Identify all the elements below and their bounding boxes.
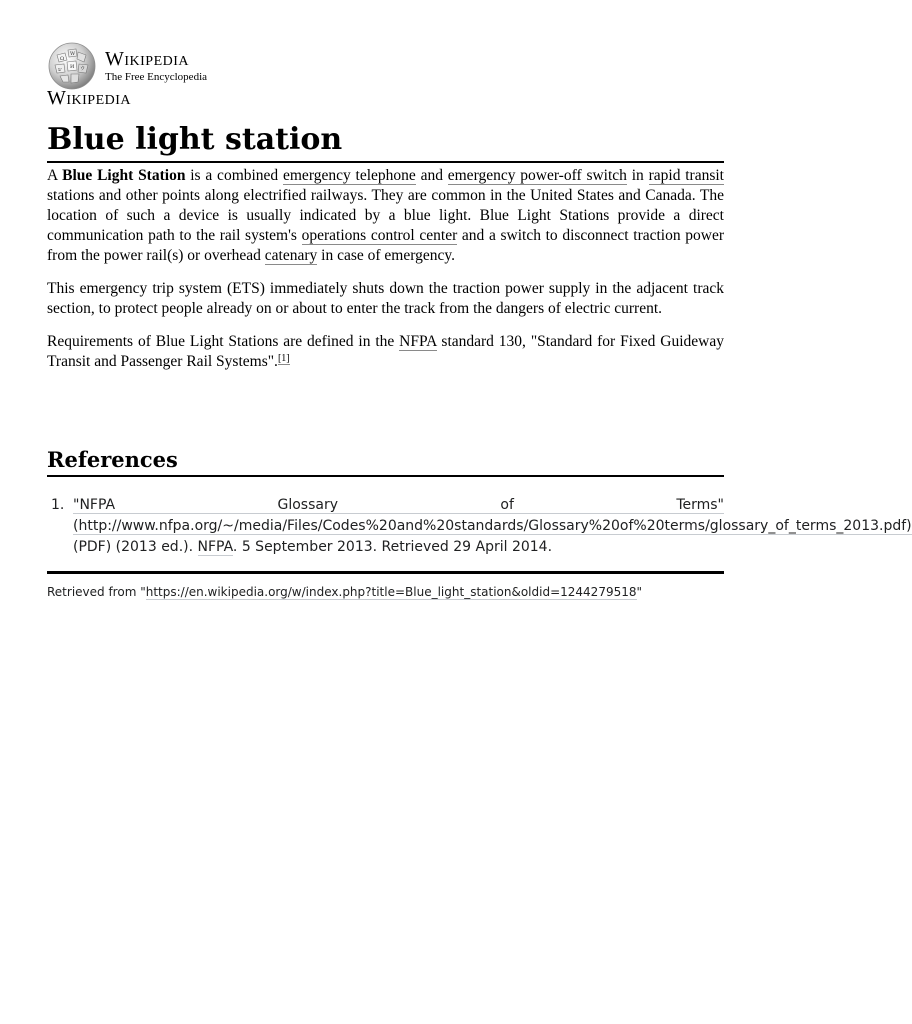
reference-item (47, 495, 912, 558)
page-title: Blue light station (47, 120, 724, 163)
wikipedia-globe-icon (47, 41, 97, 91)
references-list (47, 495, 912, 558)
link-operations-control-center[interactable]: operations control center (301, 227, 458, 244)
reference-text: . 5 September 2013. Retrieved 29 April 2014. (232, 539, 553, 555)
link-catenary[interactable]: catenary (264, 247, 318, 264)
text: in case of emergency. (317, 247, 455, 264)
text: in (626, 167, 649, 184)
retrieved-from (47, 584, 724, 600)
text: Requirements of Blue Light Stations are defined in the (47, 333, 400, 350)
text: stations and other points along electrified railways. They are common in the United States and Canada. The location of such a device is usually indicated by a blue light. Blue Light Stations provide a direct communication path to the rail system's (47, 187, 724, 244)
text: and (415, 167, 448, 184)
logo-text (105, 48, 207, 83)
citation-ref[interactable] (278, 353, 290, 364)
reference-publisher-link[interactable]: NFPA (197, 539, 233, 555)
text: is a combined (185, 167, 283, 184)
paragraph-2: This emergency trip system (ETS) immediately shuts down the traction power supply in the adjacent track section, to protect people already on or about to enter the track from the dangers of electric current. (47, 280, 724, 317)
link-nfpa[interactable]: NFPA (399, 333, 437, 350)
citation-ref-label: [1] (277, 353, 290, 364)
footer-suffix: " (636, 585, 643, 599)
svg-text:ש: ש (58, 67, 62, 73)
svg-text:Ω: Ω (60, 56, 65, 62)
reference-title-link[interactable]: "NFPA Glossary of Terms" (73, 497, 724, 513)
site-name: Wikipedia (47, 87, 132, 109)
paragraph-1 (47, 166, 724, 266)
link-emergency-telephone[interactable]: emergency telephone (283, 167, 416, 184)
reference-number: 1. (51, 497, 65, 513)
link-emergency-power-off-switch[interactable]: emergency power-off switch (447, 167, 627, 184)
permanent-link[interactable]: https://en.wikipedia.org/w/index.php?title=Blue_light_station&oldid=1244279518 (145, 585, 637, 599)
reference-url-link[interactable]: (http://www.nfpa.org/~/media/Files/Codes%20and%20standards/Glossary%20of%20terms/glossary_of_terms_2013.pdf) (73, 518, 912, 534)
text: standard 130, "Standard for Fixed Guideway Transit and Passenger Rail Systems". (47, 333, 724, 370)
logo-wordmark: Wikipedia (105, 47, 190, 70)
text: A (47, 167, 63, 184)
svg-text:W: W (70, 51, 76, 57)
footer-divider (47, 571, 724, 574)
references-heading: References (47, 446, 724, 477)
reference-text: (PDF) (2013 ed.). (73, 539, 198, 555)
svg-text:И: И (70, 64, 75, 70)
bold-term: Blue Light Station (62, 167, 186, 184)
article-body (47, 166, 724, 385)
paragraph-3 (47, 332, 724, 372)
logo-tagline: The Free Encyclopedia (105, 70, 208, 83)
footer-prefix: Retrieved from " (47, 585, 146, 599)
link-rapid-transit[interactable]: rapid transit (648, 167, 724, 184)
site-logo[interactable] (47, 42, 207, 90)
svg-text:ウ: ウ (80, 66, 86, 72)
text: and a switch to disconnect traction power from the power rail(s) or overhead (47, 227, 725, 264)
